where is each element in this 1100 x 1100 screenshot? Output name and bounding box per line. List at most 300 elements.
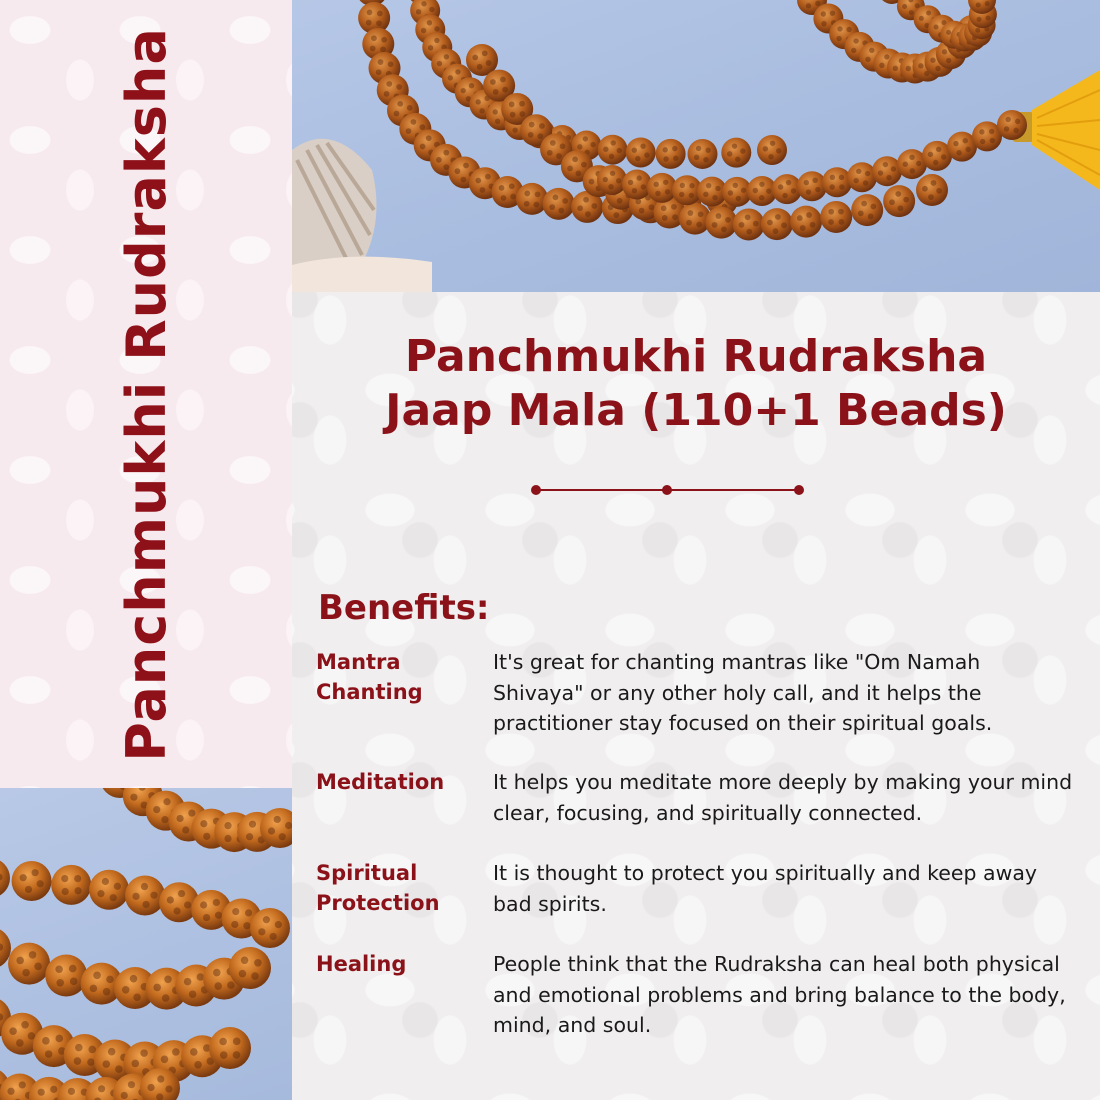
- bead-texture: [688, 210, 694, 216]
- bead-texture: [846, 27, 851, 32]
- bead-texture: [421, 28, 426, 33]
- bead-icon: [883, 185, 915, 217]
- bead-texture: [243, 922, 250, 929]
- bead-texture: [246, 833, 253, 840]
- bead-texture: [895, 191, 901, 197]
- bead-texture: [975, 28, 980, 33]
- bead-texture: [103, 988, 111, 996]
- bead-texture: [903, 197, 909, 203]
- bead-texture: [963, 138, 968, 143]
- bead-texture: [617, 148, 622, 153]
- bead-texture: [589, 179, 595, 185]
- bead-texture: [55, 965, 63, 973]
- bead-texture: [37, 880, 44, 887]
- bead-texture: [162, 994, 170, 1002]
- bead-texture: [407, 105, 413, 111]
- bead-texture: [942, 49, 947, 54]
- bead-texture: [560, 143, 566, 149]
- bead-texture: [200, 901, 207, 908]
- bead-icon: [516, 183, 548, 215]
- bead-texture: [509, 101, 515, 107]
- bead-texture: [384, 91, 390, 97]
- bead-texture: [603, 177, 608, 182]
- bead-texture: [213, 969, 221, 977]
- bead-texture: [184, 901, 191, 908]
- bead-texture: [649, 204, 655, 210]
- bead-icon: [733, 208, 765, 240]
- bead-texture: [632, 147, 637, 152]
- bead-texture: [686, 220, 692, 226]
- bead-texture: [753, 221, 759, 227]
- bead-texture: [689, 193, 694, 198]
- bead-texture: [778, 184, 783, 189]
- bead-texture: [7, 1088, 14, 1095]
- bead-icon: [626, 137, 656, 167]
- bead-texture: [524, 191, 530, 197]
- bead-texture: [194, 1061, 202, 1069]
- bead-texture: [16, 1039, 24, 1047]
- bead-texture: [224, 822, 231, 829]
- bead-texture: [767, 220, 773, 226]
- bead-texture: [188, 809, 195, 816]
- bead-icon: [12, 861, 52, 901]
- bead-texture: [153, 806, 160, 813]
- bead-texture: [410, 119, 416, 125]
- bead-texture: [197, 973, 205, 981]
- bead-texture: [495, 119, 500, 124]
- bead-icon: [598, 135, 628, 165]
- bead-texture: [140, 1049, 148, 1057]
- bead-texture: [635, 199, 641, 205]
- bead-texture: [721, 226, 727, 232]
- bead-texture: [689, 183, 694, 188]
- bead-texture: [838, 209, 844, 215]
- bead-texture: [232, 908, 239, 915]
- bead-texture: [869, 48, 874, 53]
- bead-texture: [976, 3, 981, 8]
- bead-texture: [637, 175, 642, 180]
- bead-texture: [214, 982, 222, 990]
- bead-texture: [936, 147, 941, 152]
- bead-texture: [480, 187, 486, 193]
- bead-texture: [815, 187, 820, 192]
- bead-icon: [916, 174, 948, 206]
- bead-texture: [985, 15, 990, 20]
- bead-texture: [133, 993, 141, 1001]
- bead-texture: [213, 899, 220, 906]
- bead-texture: [434, 26, 439, 31]
- bead-texture: [1013, 128, 1018, 133]
- bead-texture: [871, 204, 877, 210]
- bead-texture: [69, 965, 77, 973]
- bead-texture: [868, 214, 874, 220]
- bead-icon: [125, 876, 165, 916]
- bead-icon: [705, 207, 737, 239]
- bead-texture: [839, 175, 844, 180]
- bead-texture: [1004, 126, 1009, 131]
- bead-texture: [68, 1088, 75, 1095]
- bead-texture: [493, 89, 499, 95]
- bead-texture: [550, 140, 556, 146]
- bead-texture: [479, 108, 484, 113]
- bead-texture: [891, 166, 896, 171]
- bead-texture: [617, 198, 623, 204]
- bead-texture: [233, 1038, 241, 1046]
- benefit-item-healing: [316, 949, 1086, 1041]
- bead-texture: [200, 820, 207, 827]
- bead-texture: [926, 10, 931, 15]
- bead-texture: [558, 208, 564, 214]
- bead-texture: [736, 196, 741, 201]
- bead-texture: [245, 909, 252, 916]
- bead-texture: [853, 178, 858, 183]
- bead-texture: [215, 912, 222, 919]
- bead-texture: [490, 79, 496, 85]
- bead-texture: [837, 26, 842, 31]
- bead-texture: [203, 914, 210, 921]
- bead-texture: [581, 162, 587, 168]
- bead-texture: [909, 155, 914, 160]
- bead-texture: [583, 197, 589, 203]
- bead-texture: [150, 892, 157, 899]
- bead-texture: [916, 161, 921, 166]
- bead-icon: [229, 947, 271, 989]
- bead-texture: [956, 150, 961, 155]
- bead-texture: [176, 815, 183, 822]
- bead-texture: [696, 222, 702, 228]
- bead-texture: [437, 61, 442, 66]
- bead-texture: [421, 1, 426, 6]
- bead-texture: [510, 194, 516, 200]
- bead-texture: [239, 970, 247, 978]
- bead-texture: [806, 189, 811, 194]
- bead-texture: [416, 9, 421, 14]
- bead-texture: [500, 77, 506, 83]
- bead-texture: [863, 180, 868, 185]
- bead-texture: [858, 211, 864, 217]
- bead-texture: [485, 174, 491, 180]
- bead-texture: [93, 972, 101, 980]
- bead-texture: [9, 1027, 17, 1035]
- bead-texture: [830, 10, 835, 15]
- bead-icon: [656, 139, 686, 169]
- bead-texture: [475, 99, 480, 104]
- bead-texture: [444, 54, 449, 59]
- bead-texture: [443, 150, 449, 156]
- bead-texture: [828, 219, 834, 225]
- bead-texture: [258, 928, 265, 935]
- bead-texture: [740, 148, 745, 153]
- bead-texture: [977, 17, 982, 22]
- bead-texture: [224, 835, 231, 842]
- bead-texture: [486, 60, 492, 66]
- bead-texture: [227, 981, 235, 989]
- bead-texture: [856, 169, 861, 174]
- bead-texture: [31, 869, 38, 876]
- bead-texture: [728, 190, 733, 195]
- bead-texture: [163, 798, 170, 805]
- bead-icon: [757, 135, 787, 165]
- bead-texture: [941, 154, 946, 159]
- bead-texture: [220, 1051, 228, 1059]
- bead-texture: [812, 178, 817, 183]
- bead-texture: [567, 166, 573, 172]
- bead-texture: [804, 180, 809, 185]
- bead-texture: [641, 184, 646, 189]
- bead-texture: [388, 61, 394, 67]
- bead-texture: [609, 154, 614, 159]
- bead-texture: [928, 152, 933, 157]
- bead-texture: [74, 1057, 82, 1065]
- bead-texture: [933, 160, 938, 165]
- bead-texture: [903, 162, 908, 167]
- bead-texture: [427, 20, 432, 25]
- bead-texture: [953, 141, 958, 146]
- bead-texture: [285, 822, 292, 829]
- bead-texture: [42, 1037, 50, 1045]
- bead-texture: [577, 144, 582, 149]
- bead-texture: [553, 194, 559, 200]
- benefit-name: Spiritual Protection: [316, 861, 440, 915]
- bead-texture: [122, 986, 130, 994]
- bead-texture: [806, 212, 812, 218]
- bead-texture: [745, 214, 751, 220]
- bead-texture: [397, 101, 403, 107]
- bead-texture: [45, 1050, 53, 1058]
- bead-texture: [469, 83, 474, 88]
- bead-texture: [829, 184, 834, 189]
- bead-texture: [985, 1, 990, 6]
- bead-icon: [761, 208, 793, 240]
- bead-texture: [936, 188, 942, 194]
- bead-texture: [98, 1085, 105, 1092]
- bead-texture: [178, 890, 185, 897]
- bead-texture: [815, 1, 820, 6]
- bead-texture: [665, 189, 670, 194]
- bead-texture: [121, 1092, 128, 1099]
- bead-texture: [616, 178, 621, 183]
- bead-texture: [797, 215, 803, 221]
- bead-texture: [884, 54, 889, 59]
- bead-texture: [694, 155, 699, 160]
- bead-texture: [703, 157, 708, 162]
- bead-texture: [672, 146, 677, 151]
- sea-shell-icon: [292, 139, 432, 292]
- bead-texture: [853, 38, 858, 43]
- bead-texture: [712, 195, 717, 200]
- bead-texture: [268, 827, 275, 834]
- bead-texture: [671, 204, 677, 210]
- bead-texture: [608, 184, 613, 189]
- bead-texture: [931, 180, 937, 186]
- bead-texture: [461, 177, 467, 183]
- bead-texture: [165, 1085, 172, 1092]
- bead-texture: [519, 101, 525, 107]
- bead-texture: [946, 30, 951, 35]
- bead-texture: [763, 146, 768, 151]
- bead-texture: [712, 222, 718, 228]
- bead-texture: [918, 63, 923, 68]
- bead-texture: [549, 204, 555, 210]
- benefit-item-meditation: [316, 767, 1086, 828]
- bead-texture: [74, 875, 81, 882]
- bead-texture: [741, 188, 746, 193]
- bead-texture: [153, 984, 161, 992]
- bead-texture: [696, 146, 701, 151]
- bead-texture: [502, 87, 508, 93]
- bead-texture: [528, 132, 534, 138]
- bead-texture: [537, 133, 543, 139]
- benefit-item-spiritual-protection: [316, 858, 1086, 919]
- bead-texture: [746, 229, 752, 235]
- bead-texture: [367, 10, 373, 16]
- bead-texture: [655, 191, 660, 196]
- bead-texture: [70, 978, 78, 986]
- bead-texture: [922, 186, 928, 192]
- bead-texture: [662, 215, 668, 221]
- bead-texture: [87, 1058, 95, 1066]
- bead-texture: [928, 194, 934, 200]
- bead-texture: [865, 171, 870, 176]
- bead-texture: [376, 20, 382, 26]
- bead-texture: [851, 48, 856, 53]
- bead-texture: [934, 24, 939, 29]
- bead-texture: [965, 147, 970, 152]
- bead-texture: [583, 136, 588, 141]
- bead-texture: [142, 901, 149, 908]
- bead-texture: [562, 198, 568, 204]
- bead-texture: [1006, 117, 1011, 122]
- bead-texture: [378, 59, 384, 65]
- bead-texture: [753, 188, 758, 193]
- bead-texture: [219, 1038, 227, 1046]
- bead-texture: [883, 162, 888, 167]
- bead-texture: [781, 222, 787, 228]
- bead-texture: [603, 147, 608, 152]
- product-photo-top: [292, 0, 1100, 292]
- bead-texture: [448, 75, 453, 80]
- bead-texture: [102, 1060, 110, 1068]
- bead-texture: [510, 112, 516, 118]
- bead-texture: [377, 11, 383, 17]
- bead-icon: [847, 162, 877, 192]
- bead-texture: [436, 157, 442, 163]
- benefit-description: It's great for chanting mantras like "Om Namah Shivaya" or any other holy call, and it helps the practitioner stay focused on their spiritual goals.: [493, 650, 993, 735]
- bead-texture: [167, 896, 174, 903]
- bead-texture: [164, 976, 172, 984]
- bead-texture: [839, 219, 845, 225]
- bead-texture: [157, 1075, 164, 1082]
- bead-icon: [89, 870, 129, 910]
- bead-icon: [851, 194, 883, 226]
- bead-texture: [386, 81, 392, 87]
- rudraksha-closeup-image: [0, 788, 292, 1100]
- bead-texture: [190, 1048, 198, 1056]
- bead-texture: [406, 128, 412, 134]
- bead-texture: [90, 985, 98, 993]
- bead-texture: [249, 821, 256, 828]
- bead-texture: [575, 170, 581, 176]
- bead-texture: [725, 217, 731, 223]
- bead-texture: [29, 951, 37, 959]
- bead-texture: [786, 180, 791, 185]
- bead-texture: [635, 156, 640, 161]
- bead-texture: [806, 3, 811, 8]
- bead-texture: [556, 153, 562, 159]
- bead-texture: [644, 152, 649, 157]
- bead-texture: [472, 55, 478, 61]
- bead-icon: [820, 201, 852, 233]
- bead-texture: [759, 195, 764, 200]
- bead-texture: [241, 956, 249, 964]
- bead-texture: [585, 211, 591, 217]
- bead-icon: [597, 165, 627, 195]
- bead-texture: [886, 175, 891, 180]
- bead-texture: [21, 1021, 29, 1029]
- bead-texture: [613, 212, 619, 218]
- bead-texture: [233, 1051, 241, 1059]
- benefit-description: People think that the Rudraksha can heal both physical and emotional problems and bring balance to the body, mind, and soul.: [493, 952, 1066, 1037]
- bead-texture: [770, 141, 775, 146]
- bead-texture: [108, 1048, 116, 1056]
- bead-texture: [102, 878, 109, 885]
- bead-texture: [381, 37, 387, 43]
- bead-texture: [878, 170, 883, 175]
- bead-texture: [25, 886, 32, 893]
- bead-texture: [680, 183, 685, 188]
- bead-texture: [501, 195, 507, 201]
- bead-texture: [775, 214, 781, 220]
- bead-texture: [591, 203, 597, 209]
- bead-texture: [654, 182, 659, 187]
- rudraksha-mala-image: [292, 0, 1100, 292]
- bead-texture: [865, 57, 870, 62]
- bead-texture: [147, 1084, 154, 1091]
- bead-texture: [672, 214, 678, 220]
- bead-texture: [529, 122, 535, 128]
- bead-icon: [45, 955, 87, 997]
- bead-texture: [172, 1048, 180, 1056]
- bead-texture: [733, 183, 738, 188]
- bead-texture: [1015, 119, 1020, 124]
- bead-texture: [519, 111, 525, 117]
- bead-texture: [836, 36, 841, 41]
- bead-texture: [429, 7, 434, 12]
- bead-texture: [463, 163, 469, 169]
- bead-texture: [910, 168, 915, 173]
- bead-texture: [839, 184, 844, 189]
- bead-texture: [611, 140, 616, 145]
- benefit-description: It helps you meditate more deeply by making your mind clear, focusing, and spiritually connected.: [493, 770, 1073, 825]
- bead-texture: [898, 205, 904, 211]
- bead-texture: [141, 883, 148, 890]
- bead-texture: [773, 228, 779, 234]
- bead-texture: [889, 199, 895, 205]
- bead-texture: [915, 3, 920, 8]
- bead-texture: [34, 963, 42, 971]
- bead-texture: [270, 933, 277, 940]
- bead-texture: [821, 21, 826, 26]
- bead-texture: [906, 66, 911, 71]
- bead-texture: [173, 907, 180, 914]
- bead-texture: [394, 111, 400, 117]
- bead-texture: [74, 887, 81, 894]
- bead-icon: [543, 188, 575, 220]
- bead-texture: [990, 138, 995, 143]
- side-title-wrapper: [0, 0, 292, 788]
- bead-texture: [370, 46, 376, 52]
- bead-icon: [997, 110, 1027, 140]
